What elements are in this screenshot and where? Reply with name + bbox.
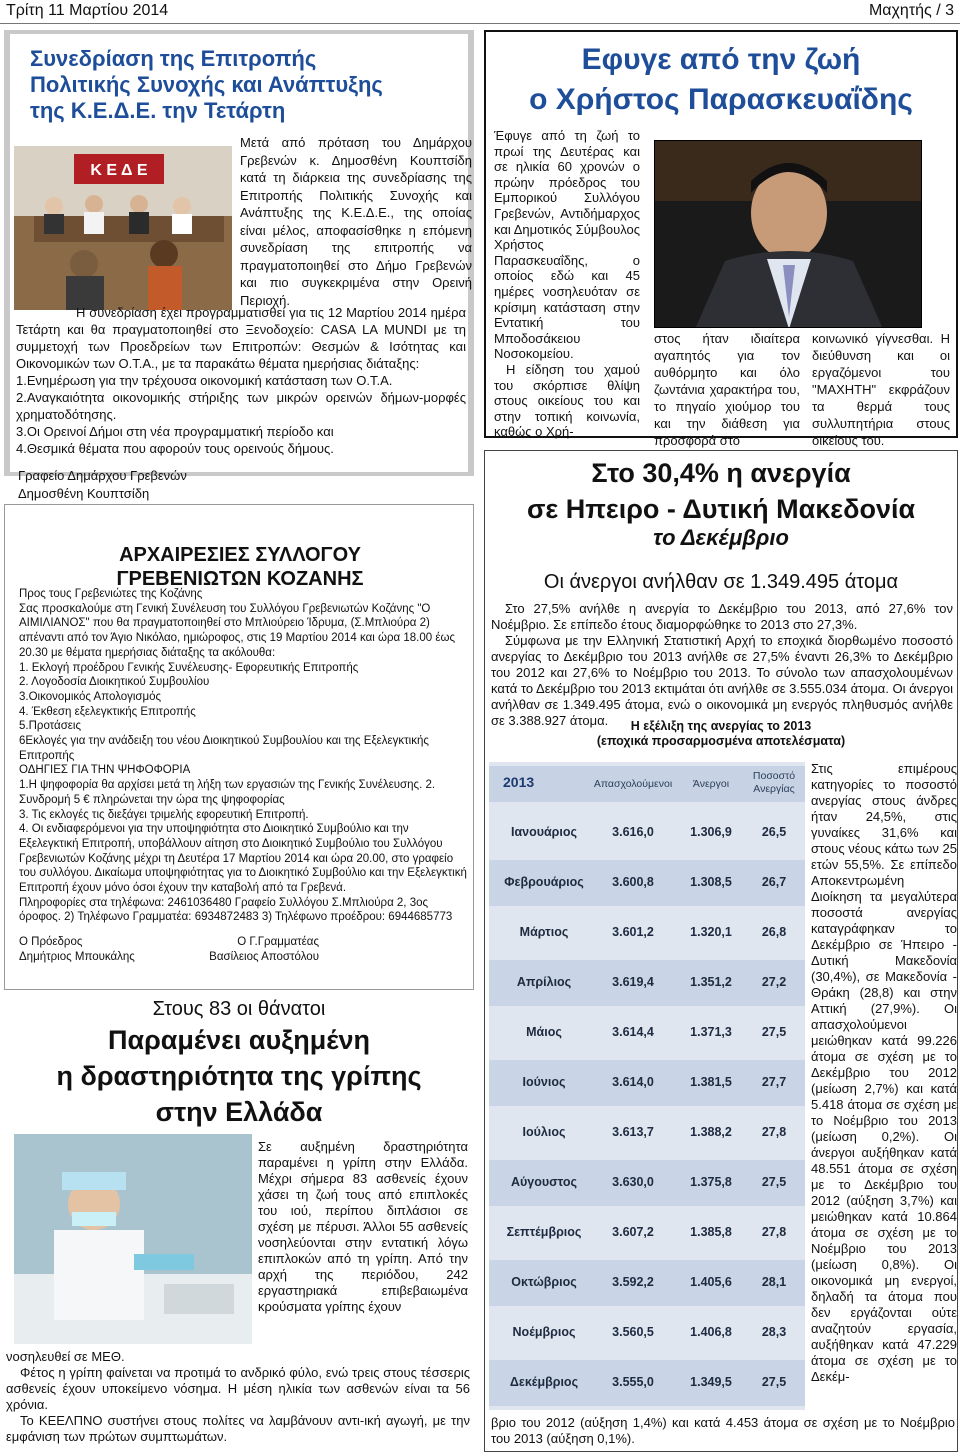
table-cell: Φεβρουάριος xyxy=(504,875,584,889)
flu-headline: Παραμένει αυξημένη η δραστηριότητα της γρίπης στην Ελλάδα xyxy=(56,1025,422,1127)
table-cell: 3.560,5 xyxy=(612,1325,654,1339)
table-title: Η εξέλιξη της ανεργίας το 2013 (εποχικά προσαρμοσμένα αποτελέσματα) xyxy=(596,719,846,748)
unemployment-body-end: βριο του 2012 (αύξηση 1,4%) και κατά 4.453 άτομα σε σχέση με το Νοέμβριο του 2013 (αύξηση 0,1%). xyxy=(491,1415,955,1446)
table-cell: 27,5 xyxy=(761,1025,787,1039)
table-cell: 3.601,2 xyxy=(612,925,654,939)
table-row xyxy=(489,1010,805,1056)
portrait-photo xyxy=(654,140,922,328)
table-cell: 3.614,0 xyxy=(612,1075,654,1089)
header-rate: Ποσοστό Ανεργίας xyxy=(752,770,796,795)
table-cell: 1.385,8 xyxy=(690,1225,732,1239)
unemployment-body-side: Στις επιμέρους κατηγορίες το ποσοστό ανεργίας στους άνδρες ήταν 24,5%, στις γυναίκες 31,6% και στους νέους κάτω των 25 ετών 55,5%. Σε επίπεδο Αποκεντρωμένη Διοίκηση τα μεγαλύτερα ποσοστά ανεργίας καταγράφηκαν το Δεκέμβριο σε Ήπειρο - Δυτική Μακεδονία (30,4%), σε Μακεδονία - Θράκη (28,8) και στην Αττική (27,9%). Οι απασχολούμενοι μειώθηκαν κατά 99.226 άτομα σε σχέση με το Δεκέμβριο του 2012 (μείωση 2,7%) και κατά 5.418 άτομα σε σχέση με το Νοέμβριο του 2013 (μείωση 0,2%). Οι άνεργοι αυξήθηκαν κατά 48.551 άτομα σε σχέση με το Δεκέμβριο του 2012 (αύξηση 3,7%) και μειώθηκαν κατά 10.864 άτομα σε σχέση με το Νοέμβριο του 2013 (μείωση 0,8%). Οι οικονομικά μη ενεργοί, δηλαδή τα άτομα που δεν εργάζονται ούτε αναζητούν εργασία, αυξήθηκαν κατά 47.229 άτομα σε σχέση με το Δεκέμ- xyxy=(811,761,957,1384)
table-cell: Οκτώβριος xyxy=(511,1275,577,1289)
header-unemployed: Άνεργοι xyxy=(692,778,730,790)
table-row xyxy=(489,910,805,956)
table-row xyxy=(489,960,805,1006)
kedde-article-frame xyxy=(4,30,474,501)
table-cell: 27,5 xyxy=(761,1175,787,1189)
table-cell: Αύγουστος xyxy=(510,1175,578,1189)
unemployment-subtitle: Οι άνεργοι ανήλθαν σε 1.349.495 άτομα xyxy=(543,571,899,593)
table-cell: 3.616,0 xyxy=(612,825,654,839)
page-number: Μαχητής / 3 xyxy=(868,2,954,19)
table-cell: Σεπτέμβριος xyxy=(506,1225,582,1239)
kedde-body-top: Μετά από πρόταση του Δημάρχου Γρεβενών κ. Δημοσθένη Κουπτσίδη κατά τη διάρκεια της συνεδρίασης της Επιτροπής Πολιτικής Συνοχής και Ανάπτυξης της Κ.Ε.Δ.Ε., της οποίας είναι μέλος, αποφασίσθηκε η επόμενη συνεδρίαση της επιτροπής να πραγματοποιηθεί στο Δήμο Γρεβενών και πιο συγκεκριμένα στην Ορεινή Περιοχή. xyxy=(240,135,472,308)
table-cell: 1.349,5 xyxy=(690,1375,732,1389)
issue-date: Τρίτη 11 Μαρτίου 2014 xyxy=(6,2,169,19)
obituary-article xyxy=(484,30,958,448)
table-cell: Δεκέμβριος xyxy=(509,1375,579,1389)
kedde-article xyxy=(10,34,472,472)
table-row xyxy=(489,860,805,906)
table-cell: Ιανουάριος xyxy=(510,825,578,839)
table-cell: Απρίλιος xyxy=(516,975,572,989)
page-header xyxy=(0,0,960,24)
unemployment-table xyxy=(489,762,805,1410)
left-column xyxy=(0,26,478,1452)
table-row xyxy=(489,1160,805,1206)
elections-title: ΑΡΧΑΙΡΕΣΙΕΣ ΣΥΛΛΟΓΟΥ ΓΡΕΒΕΝΙΩΤΩΝ ΚΟΖΑΝΗΣ xyxy=(116,544,364,590)
table-row xyxy=(489,1360,805,1406)
table-cell: 1.405,6 xyxy=(690,1275,732,1289)
table-cell: 1.371,3 xyxy=(690,1025,732,1039)
table-row xyxy=(489,1060,805,1106)
sign-text: Κ Ε Δ Ε xyxy=(90,162,148,179)
table-cell: 1.375,8 xyxy=(690,1175,732,1189)
flu-kicker: Στους 83 οι θάνατοι xyxy=(152,998,326,1020)
table-row xyxy=(489,810,805,856)
unemployment-headline-2: σε Ηπειρο - Δυτική Μακεδονία xyxy=(526,494,916,524)
unemployment-headline-3: το Δεκέμβριο xyxy=(653,525,789,550)
table-header xyxy=(489,766,805,802)
table-cell: Ιούλιος xyxy=(522,1125,566,1139)
kedde-body: Η συνεδρίαση έχει προγραμματισθεί για τις 12 Μαρτίου 2014 ημέρα Τετάρτη και θα πραγματοποιηθεί στο Ξενοδοχείο: CASA LA MUNDI με τη συμμετοχή των Προεδρείων των Επιτροπών: Θεσμών & Ισότητας και Οικονομικών των Ο.Τ.Α., με τα παρακάτω θέματα ημερήσιας διάταξης: 1.Ενημέρωση για την τρέχουσα οικονομική κατάσταση των Ο.Τ.Α. 2.Αναγκαιότητα οικονομικής στήριξης των μικρών ορεινών δήμων-μορφές χρηματοδότησης. 3.Οι Ορεινοί Δήμοι στη νέα προγραμματική περίοδο και 4.Θεσμικά θέματα που αφορούν τους ορεινούς δήμους. xyxy=(16,305,466,456)
flu-body: νοσηλευθεί σε ΜΕΘ. Φέτος η γρίπη φαίνεται να προτιμά το ανδρικό φύλο, ενώ τρεις στους τέσσερις ασθενείς έχουν υποκείμενο νόσημα. Η μέση ηλικία των ασθενών είναι τα 56 χρόνια. Το ΚΕΕΛΠΝΟ συστήνει στους πολίτες να λαμβάνουν αντι-ική αγωγή, με την εμφάνιση των πρώτων συμπτωμάτων. xyxy=(6,1349,470,1444)
table-cell: 3.619,4 xyxy=(612,975,654,989)
right-column xyxy=(484,26,960,1452)
elections-body: Προς τους Γρεβενιώτες της Κοζάνης Σας προσκαλούμε στη Γενική Συνέλευση του Συλλόγου Γρεβενιωτών Κοζάνης "Ο ΑΙΜΙΛΙΑΝΟΣ" που θα πραγματοποιηθεί στο Μπλιούρειο Ίδρυμα, (Σ.Μπλιούρα 2) απέναντι από τον Άγιο Νικόλαο, ημιώροφος, στις 19 Μαρτίου 2014 και ώρα 18.00 έως 20.30 με θέματα ημερήσιας διάταξης τα ακόλουθα: 1. Εκλογή προέδρου Γενικής Συνέλευσης- Εφορευτικής Επιτροπής 2. Λογοδοσία Διοικητικού Συμβουλίου 3.Οικονομικός Απολογισμός 4. Έκθεση εξελεγκτικής Επιτροπής 5.Προτάσεις 6Εκλογές για την ανάδειξη του νέου Διοικητικού Συμβουλίου και της Εξελεγκτικής Επιτροπής ΟΔΗΓΙΕΣ ΓΙΑ ΤΗΝ ΨΗΦΟΦΟΡΙΑ 1.Η ψηφοφορία θα αρχίσει μετά τη λήξη των εργασιών της Γενικής Συνέλευσης. 2. Συνδρομή 5 € πληρώνεται την ώρα της ψηφοφορίας 3. Τις εκλογές τις διεξάγει τριμελής εφορευτική Επιτροπή. 4. Οι ενδιαφερόμενοι για την υποψηφιότητα στο Διοικητικό Συμβούλιο και την Εξελεγκτική Επιτροπή, υποβάλλουν αίτηση στο Διοικητικό Συμβούλιο του Συλλόγου Γρεβενιωτών Κοζάνης μέχρι τη Δευτέρα 17 Μαρτίου 2014 και ώρα 20.00, στο γραφείο του συλλόγου. Δικαίωμα υποψηφιότητας για το Διοικητικό Συμβούλιο και την Εξελεγκτική Επιτροπή έχουν μόνο όσοι έχουν την καταβολή από τα Γρεβενά. Πληροφορίες στα τηλέφωνα: 2461036480 Γραφείο Συλλόγου Σ.Μπλιούρα 2, 3ος όροφος. 2) Τηλέφωνο Γραμματέα: 6934872483 3) Τηλέφωνο προέδρου: 6944685773 Ο Πρόεδρος Ο Γ.Γραμματέας Δημήτριος Μπουκάλης Βασίλειος Αποστόλου xyxy=(19,588,467,963)
table-cell: 3.555,0 xyxy=(612,1375,654,1389)
table-cell: 27,2 xyxy=(761,975,787,989)
table-cell: 26,8 xyxy=(761,925,787,939)
table-row xyxy=(489,1210,805,1256)
obituary-headline: Εφυγε από την ζωή ο Χρήστος Παρασκευαΐδης xyxy=(529,43,913,116)
table-cell: 1.406,8 xyxy=(690,1325,732,1339)
table-cell: 1.381,5 xyxy=(690,1075,732,1089)
table-cell: Μάιος xyxy=(526,1025,562,1039)
table-cell: 3.614,4 xyxy=(612,1025,654,1039)
table-row xyxy=(489,1260,805,1306)
table-cell: Μάρτιος xyxy=(519,925,569,939)
table-cell: 26,7 xyxy=(761,875,787,889)
table-cell: 1.306,9 xyxy=(690,825,732,839)
table-cell: 27,8 xyxy=(761,1125,787,1139)
table-cell: 27,7 xyxy=(761,1075,787,1089)
table-cell: 1.351,2 xyxy=(690,975,732,989)
table-cell: Νοέμβριος xyxy=(512,1325,576,1339)
table-cell: 1.308,5 xyxy=(690,875,732,889)
signatures-roles: Ο Πρόεδρος Ο Γ.Γραμματέας xyxy=(19,936,319,949)
table-cell: 1.320,1 xyxy=(690,925,732,939)
table-cell: 3.613,7 xyxy=(612,1125,654,1139)
obituary-col-1: Έφυγε από τη ζωή το πρωί της Δευτέρας και σε ηλικία 60 χρονών ο πρώην πρόεδρος του Εμπορικού Συλλόγου Γρεβενών, Αντιδήμαρχος και Δημοτικός Σύμβουλος Χρήστος Παρασκευαΐδης, ο οποίος εδώ και 45 ημέρες νοσηλευόταν σε κρίσιμη κατάσταση στην Εντατική του Μποδοσάκειου Νοσοκομείου. Η είδηση του χαμού του σκόρπισε θλίψη στους οικείους του και στην τοπική κοινωνία, καθώς ο Χρή- xyxy=(494,128,640,440)
table-year: 2013 xyxy=(503,774,535,790)
table-cell: 3.607,2 xyxy=(612,1225,654,1239)
elections-notice xyxy=(4,504,474,990)
meeting-photo xyxy=(14,146,232,310)
flu-body-side: Σε αυξημένη δραστηριότητα παραμένει η γρίπη στην Ελλάδα. Μέχρι σήμερα 83 ασθενείς έχουν χάσει τη ζωή τους από επιπλοκές του ιού, περίπου διπλάσιοι σε σχέση με πέρυσι. Άλλοι 55 ασθενείς νοσηλεύονται στην εντατική λόγω επιπλοκών από τη γρίπη. Από την αρχή της περιόδου, 242 εργαστηριακά επιβεβαιωμένα κρούσματα γρίπης έχουν xyxy=(258,1139,468,1314)
table-cell: 1.388,2 xyxy=(690,1125,732,1139)
table-cell: 27,8 xyxy=(761,1225,787,1239)
table-cell: 28,3 xyxy=(761,1325,787,1339)
unemployment-body: Στο 27,5% ανήλθε η ανεργία το Δεκέμβριο του 2013, από 27,6% τον Νοέμβριο. Σε επίπεδο έτους διαμορφώθηκε το 2013 στο 27,3%. Σύμφωνα με την Ελληνική Στατιστική Αρχή το εποχικά διορθωμένο ποσοστό ανεργίας το Δεκέμβριο του 2013 ανήλθε σε 27,5% έναντι 26,3% το Δεκέμβριο του 2012 και 27,6% το Νοέμβριο του 2013. Το σύνολο των απασχολουμένων κατά το Δεκέμβριο του 2013 εκτιμάται ότι ανήλθε σε 3.555.034 άτομα. Οι άνεργοι ανήλθαν σε 1.349.495 άτομα, ενώ ο οικονομικά μη ενεργός πληθυσμός ανήλθε σε 3.388.927 άτομα. xyxy=(491,601,953,728)
obituary-col-2: στος ήταν ιδιαίτερα αγαπητός για τον αυθόρμητο και όλο ζωντάνια χαρακτήρα του, το πηγαίο χιούμορ του και την διάθεση για προσφορά στο xyxy=(654,331,800,448)
table-cell: 26,5 xyxy=(761,825,787,839)
kedde-headline: Συνεδρίαση της Επιτροπής Πολιτικής Συνοχής και Ανάπτυξης της Κ.Ε.Δ.Ε. την Τετάρτη xyxy=(30,46,383,123)
table-cell: 3.592,2 xyxy=(612,1275,654,1289)
table-cell: Ιούνιος xyxy=(522,1075,566,1089)
lab-photo xyxy=(14,1134,252,1344)
unemployment-article xyxy=(484,450,958,1452)
table-row xyxy=(489,1310,805,1356)
press-office-signature: Γραφείο Δημάρχου Γρεβενών Δημοσθένη Κουπτσίδη xyxy=(18,468,187,501)
unemployment-headline: Στο 30,4% η ανεργία xyxy=(591,458,851,488)
header-employed: Απασχολούμενοι xyxy=(593,778,673,790)
signatures-names: Δημήτριος Μπουκάλης Βασίλειος Αποστόλου xyxy=(19,950,319,963)
table-row xyxy=(489,1110,805,1156)
table-cell: 28,1 xyxy=(761,1275,787,1289)
table-cell: 3.600,8 xyxy=(612,875,654,889)
obituary-col-3: κοινωνικό γίγνεσθαι. Η διεύθυνση και οι εργαζόμενοι του "ΜΑΧΗΤΗ" εκφράζουν τα θερμά τους συλλυπητήρια στους οικείους του. xyxy=(812,331,950,448)
table-cell: 3.630,0 xyxy=(612,1175,654,1189)
table-cell: 27,5 xyxy=(761,1375,787,1389)
